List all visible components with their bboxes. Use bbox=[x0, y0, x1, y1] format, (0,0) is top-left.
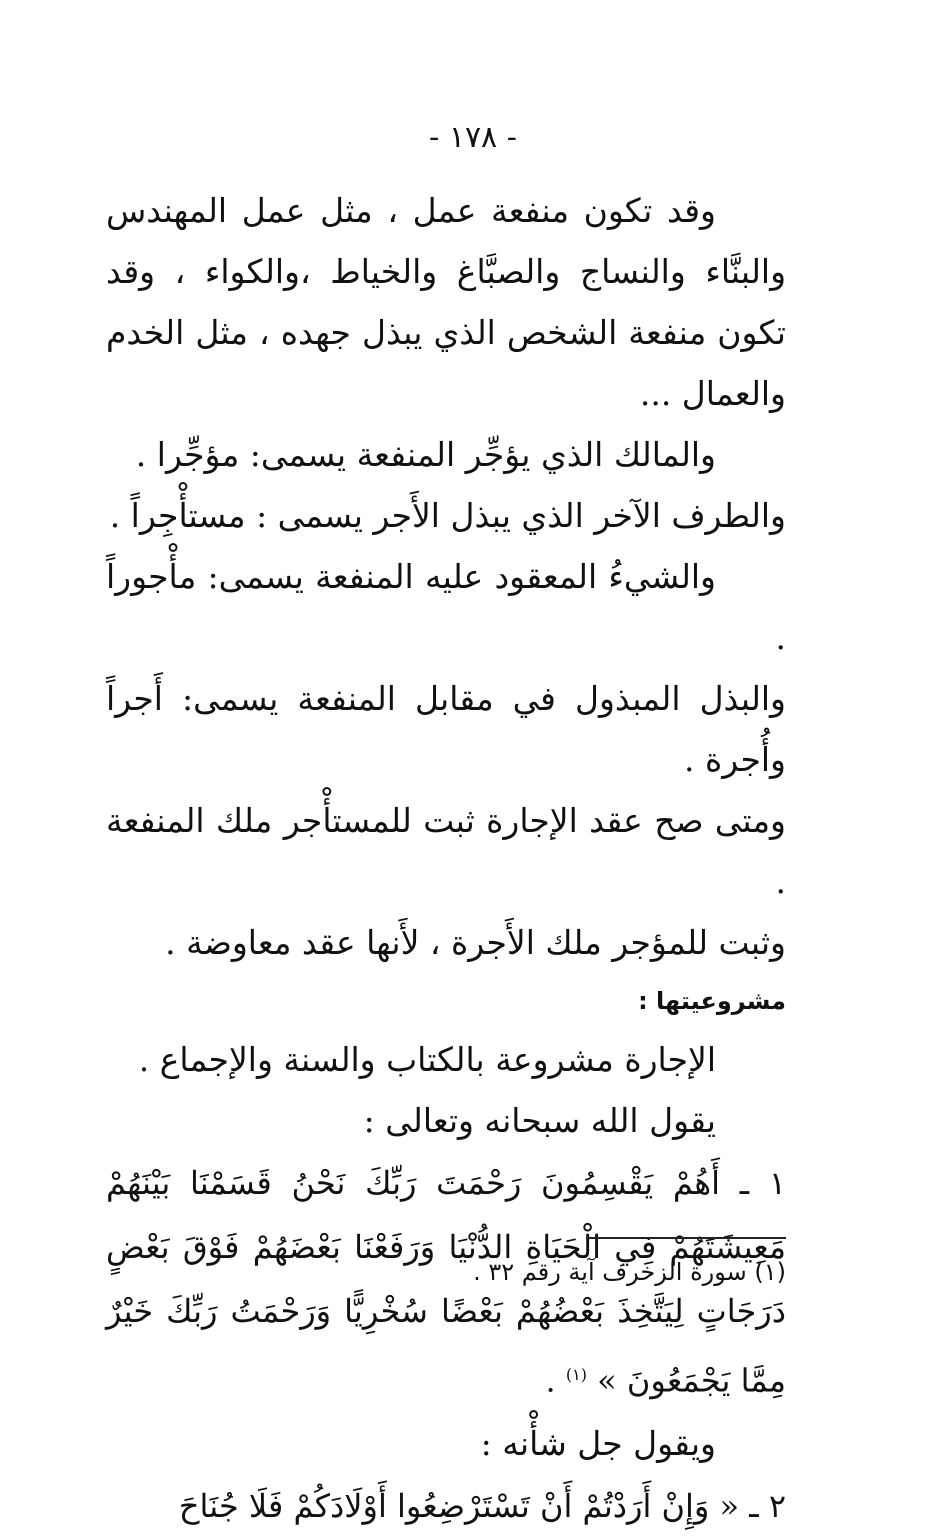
main-text bbox=[106, 180, 786, 1538]
page-number: - ١٧٨ - bbox=[429, 120, 517, 155]
paragraph-lessor: والمالك الذي يؤجِّر المنفعة يسمى: مؤجِّرا . bbox=[135, 435, 716, 474]
paragraph-lessee: والطرف الآخر الذي يبذل الأَجر يسمى : مستأْجِراً . bbox=[109, 496, 786, 535]
paragraph-wage: والبذل المبذول في مقابل المنفعة يسمى: أَجراً وأُجرة . bbox=[106, 679, 786, 779]
paragraph-leased-item: والشيءُ المعقود عليه المنفعة يسمى: مأْجوراً . bbox=[106, 557, 786, 657]
quran-verse-1-text: ١ ـ أَهُمْ يَقْسِمُونَ رَحْمَتَ رَبِّكَ نَحْنُ قَسَمْنَا بَيْنَهُمْ مَعِيشَتَهُمْ فِي الْحَيَاةِ الدُّنْيَا وَرَفَعْنَا بَعْضَهُمْ فَوْقَ بَعْضٍ دَرَجَاتٍ لِيَتَّخِذَ بَعْضُهُمْ بَعْضًا سُخْرِيًّا وَرَحْمَتُ رَبِّكَ خَيْرٌ مِمَّا يَجْمَعُونَ » bbox=[106, 1164, 786, 1400]
verse-intro-2: ويقول جل شأْنه : bbox=[480, 1423, 716, 1463]
paragraph-ownership: ومتى صح عقد الإجارة ثبت للمستأْجر ملك المنفعة . bbox=[106, 801, 786, 901]
section-heading: مشروعيتها : bbox=[638, 987, 786, 1015]
footnote-reference: (١) bbox=[565, 1365, 587, 1384]
footnote: (١) سورة الزخرف آية رقم ٣٢ . bbox=[473, 1258, 786, 1286]
footnote-divider bbox=[586, 1237, 786, 1239]
quran-verse-2: ٢ ـ « وَإِنْ أَرَدْتُمْ أَنْ تَسْتَرْضِعُوا أَوْلَادَكُمْ فَلَا جُنَاحَ bbox=[178, 1486, 786, 1525]
quran-verse-1-end: . bbox=[545, 1361, 566, 1400]
paragraph-legitimacy: الإجارة مشروعة بالكتاب والسنة والإجماع . bbox=[138, 1040, 716, 1079]
paragraph-benefit-types: وقد تكون منفعة عمل ، مثل عمل المهندس والبنَّاء والنساج والصبَّاغ والخياط ،والكواء ، وقد تكون منفعة الشخص الذي يبذل جهده ، مثل الخدم والعمال ... bbox=[106, 191, 786, 413]
verse-intro-1: يقول الله سبحانه وتعالى : bbox=[363, 1101, 716, 1140]
paragraph-compensation: وثبت للمؤجر ملك الأَجرة ، لأَنها عقد معاوضة . bbox=[165, 923, 786, 962]
